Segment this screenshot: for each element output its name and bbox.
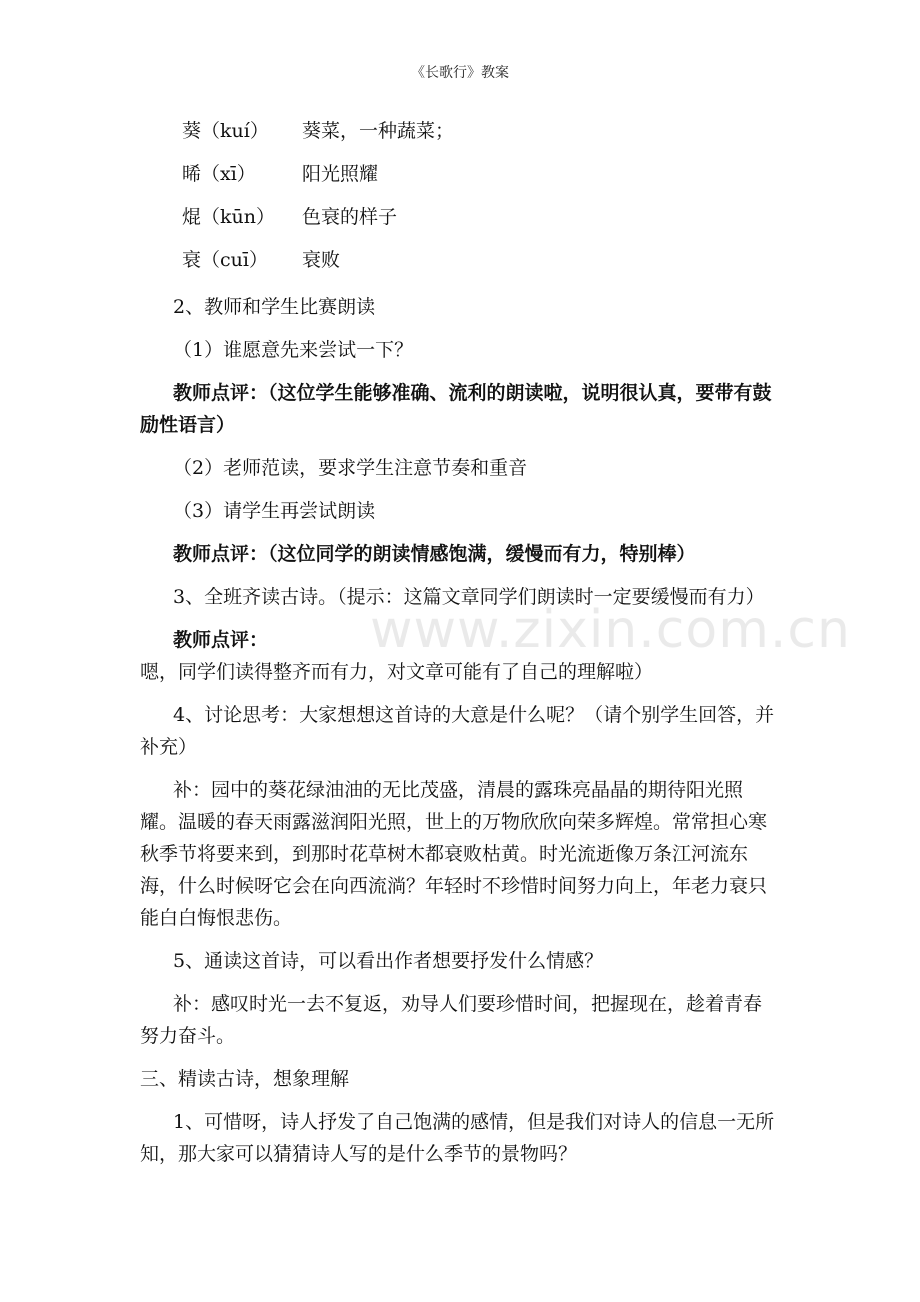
- part-3-heading: 三、精读古诗，想象理解: [140, 1068, 350, 1090]
- section-2-question-2: （2）老师范读，要求学生注意节奏和重音: [173, 457, 528, 479]
- teacher-comment-1: 教师点评：（这位学生能够准确、流利的朗读啦，说明很认真，要带有鼓励性语言）: [140, 382, 772, 436]
- vocab-term: 焜（kūn）: [182, 206, 275, 228]
- vocab-meaning: 色衰的样子: [302, 206, 398, 228]
- section-3-title: 3、全班齐读古诗。（提示：这篇文章同学们朗读时一定要缓慢而有力）: [173, 586, 765, 608]
- teacher-comment-3: [140, 624, 780, 688]
- section-2-question-3: （3）请学生再尝试朗读: [173, 500, 376, 522]
- teacher-comment-text: 嗯，同学们读得整齐而有力，对文章可能有了自己的理解啦）: [140, 661, 654, 683]
- vocab-row: [140, 151, 780, 194]
- vocab-meaning: 阳光照耀: [302, 163, 379, 185]
- vocab-meaning: 葵菜，一种蔬菜；: [302, 120, 455, 142]
- section-2-title: 2、教师和学生比赛朗读: [173, 296, 376, 318]
- section-5-answer: 补：感叹时光一去不复返，劝导人们要珍惜时间，把握现在，趁着青春努力奋斗。: [140, 993, 763, 1047]
- section-2-question-1: （1）谁愿意先来尝试一下？: [173, 339, 414, 361]
- vocab-term: 衰（cuī）: [182, 249, 268, 271]
- page-header-title: 《长歌行》教案: [411, 65, 509, 81]
- vocab-meaning: 衰败: [302, 249, 341, 271]
- vocab-term: 晞（xī）: [182, 163, 256, 185]
- document-body: [140, 108, 780, 1170]
- part-3-question-1: 1、可惜呀，诗人抒发了自己饱满的感情，但是我们对诗人的信息一无所知，那大家可以猜猜诗人写的是什么季节的景物吗？: [140, 1111, 775, 1165]
- section-5-title: 5、通读这首诗，可以看出作者想要抒发什么情感？: [173, 950, 604, 972]
- teacher-comment-label: 教师点评：: [173, 629, 269, 651]
- watermark: www.zixin.com.cn: [370, 600, 851, 660]
- teacher-comment-2: 教师点评：（这位同学的朗读情感饱满，缓慢而有力，特别棒）: [173, 543, 696, 565]
- vocab-row: [140, 237, 780, 280]
- vocab-term: 葵（kuí）: [182, 120, 269, 142]
- section-4-title: 4、讨论思考：大家想想这首诗的大意是什么呢？（请个别学生回答，并补充）: [140, 704, 775, 758]
- vocab-row: [140, 194, 780, 237]
- section-4-answer: 补：园中的葵花绿油油的无比茂盛，清晨的露珠亮晶晶的期待阳光照耀。温暖的春天雨露滋润阳光照，世上的万物欣欣向荣多辉煌。常常担心寒秋季节将要来到，到那时花草树木都衰败枯黄。时光流逝像万条江河流东海，什么时候呀它会在向西流淌？年轻时不珍惜时间努力向上，年老力衰只能白白悔恨悲伤。: [140, 779, 768, 929]
- vocab-row: [140, 108, 780, 151]
